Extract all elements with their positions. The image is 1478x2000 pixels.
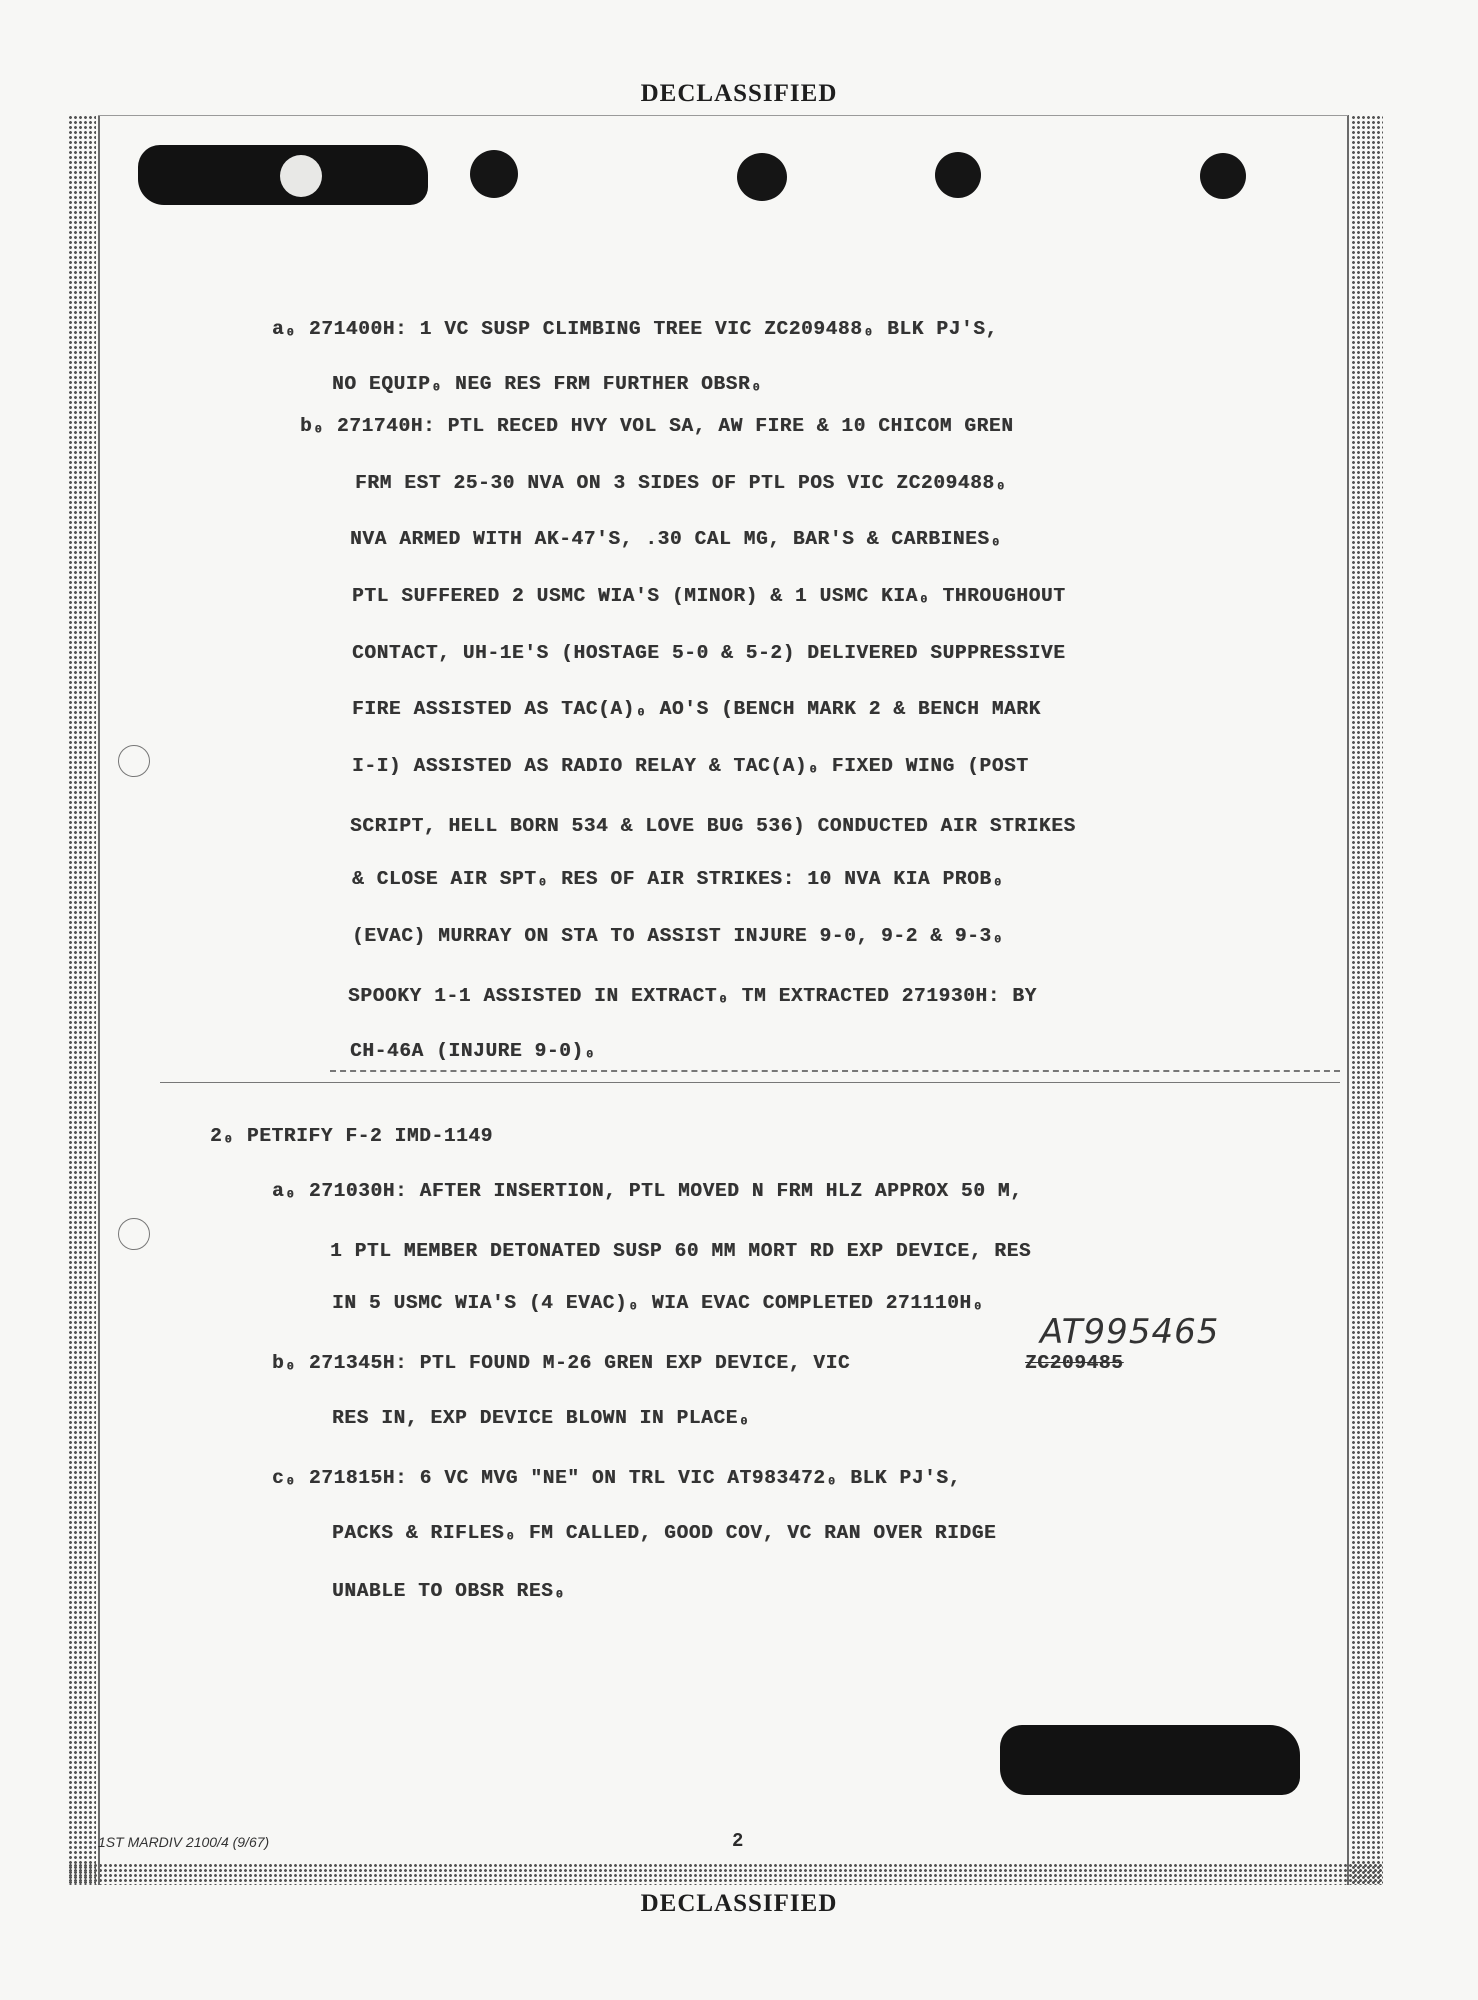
text-line-15: 2₀ PETRIFY F-2 IMD-1149 [210,1125,493,1147]
text-line-11: & CLOSE AIR SPT₀ RES OF AIR STRIKES: 10 NVA KIA PROB₀ [352,868,1005,890]
top-edge-line [98,115,1348,116]
text-line-23: UNABLE TO OBSR RES₀ [332,1580,566,1602]
text-line-1: a₀ 271400H: 1 VC SUSP CLIMBING TREE VIC ZC209488₀ BLK PJ'S, [272,318,998,340]
bottom-dotted-border [68,1863,1383,1885]
struck-grid-ref: ZC209485 [1025,1352,1124,1374]
text-line-2: NO EQUIP₀ NEG RES FRM FURTHER OBSR₀ [332,373,763,395]
left-edge-line [98,115,100,1885]
text-line-8: FIRE ASSISTED AS TAC(A)₀ AO'S (BENCH MARK 2 & BENCH MARK [352,698,1041,720]
handwritten-correction: AT995465 [1040,1312,1220,1352]
text-line-12: (EVAC) MURRAY ON STA TO ASSIST INJURE 9-0, 9-2 & 9-3₀ [352,925,1005,947]
separator-rule-1 [330,1070,1340,1072]
text-line-3: b₀ 271740H: PTL RECED HVY VOL SA, AW FIRE & 10 CHICOM GREN [300,415,1014,437]
page-number: 2 [732,1830,744,1852]
declassified-stamp-bottom: DECLASSIFIED [640,1890,838,1917]
text-line-7: CONTACT, UH-1E'S (HOSTAGE 5-0 & 5-2) DELIVERED SUPPRESSIVE [352,642,1066,664]
text-line-19: b₀ 271345H: PTL FOUND M-26 GREN EXP DEVICE, VIC [272,1352,851,1374]
punch-hole-top-left [280,155,322,197]
text-line-18: IN 5 USMC WIA'S (4 EVAC)₀ WIA EVAC COMPLETED 271110H₀ [332,1292,985,1314]
form-number: 1ST MARDIV 2100/4 (9/67) [98,1834,270,1850]
text-line-14: CH-46A (INJURE 9-0)₀ [350,1040,597,1062]
declassified-stamp-top: DECLASSIFIED [640,80,838,107]
text-line-6: PTL SUFFERED 2 USMC WIA'S (MINOR) & 1 USMC KIA₀ THROUGHOUT [352,585,1066,607]
text-line-16: a₀ 271030H: AFTER INSERTION, PTL MOVED N FRM HLZ APPROX 50 M, [272,1180,1023,1202]
text-line-17: 1 PTL MEMBER DETONATED SUSP 60 MM MORT RD EXP DEVICE, RES [330,1240,1032,1262]
separator-rule-2 [160,1082,1340,1083]
text-line-9: I-I) ASSISTED AS RADIO RELAY & TAC(A)₀ FIXED WING (POST [352,755,1029,777]
text-line-22: PACKS & RIFLES₀ FM CALLED, GOOD COV, VC RAN OVER RIDGE [332,1522,997,1544]
text-line-5: NVA ARMED WITH AK-47'S, .30 CAL MG, BAR'S & CARBINES₀ [350,528,1003,550]
binder-hole-3 [935,152,981,198]
text-line-10: SCRIPT, HELL BORN 534 & LOVE BUG 536) CONDUCTED AIR STRIKES [350,815,1076,837]
right-edge-line [1347,115,1349,1885]
text-line-4: FRM EST 25-30 NVA ON 3 SIDES OF PTL POS VIC ZC209488₀ [355,472,1008,494]
left-dotted-border [68,115,96,1885]
redaction-bottom-right [1000,1725,1300,1795]
binder-hole-1 [470,150,518,198]
punch-circle-lower [118,1218,150,1250]
binder-hole-4 [1200,153,1246,199]
text-line-20: RES IN, EXP DEVICE BLOWN IN PLACE₀ [332,1407,751,1429]
punch-circle-upper [118,745,150,777]
binder-hole-2 [737,153,787,201]
text-line-13: SPOOKY 1-1 ASSISTED IN EXTRACT₀ TM EXTRACTED 271930H: BY [348,985,1037,1007]
right-dotted-border [1351,115,1383,1885]
text-line-21: c₀ 271815H: 6 VC MVG "NE" ON TRL VIC AT983472₀ BLK PJ'S, [272,1467,961,1489]
